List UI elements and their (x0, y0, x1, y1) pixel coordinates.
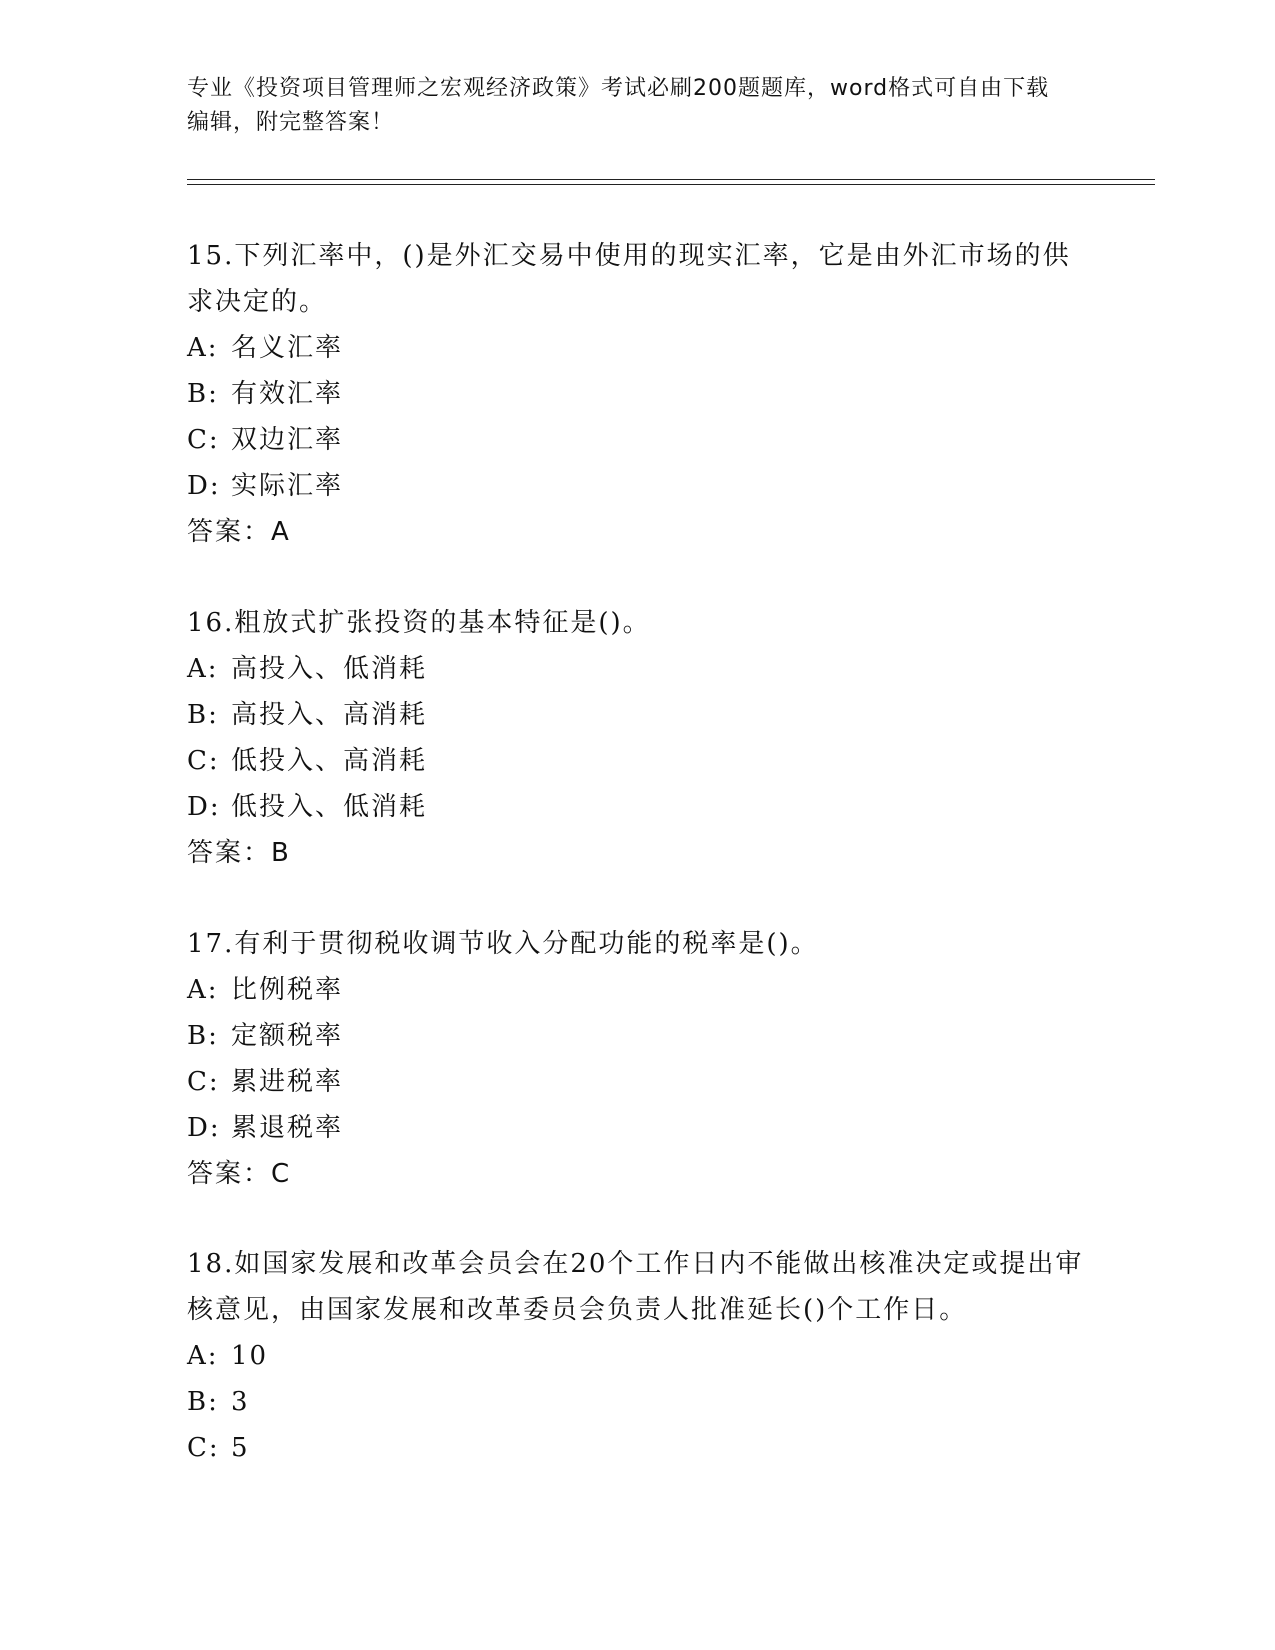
option-label: C: (187, 746, 220, 776)
option-text: 低投入、低消耗 (231, 792, 428, 822)
option-c (187, 1425, 1087, 1471)
option-text: 实际汇率 (231, 471, 344, 501)
option-text: 3 (231, 1387, 250, 1417)
question-16 (187, 600, 1087, 876)
option-label: B: (187, 700, 219, 730)
option-a (187, 325, 1087, 371)
option-label: D: (187, 792, 221, 822)
option-label: D: (187, 471, 221, 501)
option-label: B: (187, 1387, 219, 1417)
option-label: C: (187, 1067, 220, 1097)
option-d (187, 463, 1087, 509)
option-a (187, 1333, 1087, 1379)
option-label: D: (187, 1113, 221, 1143)
option-d (187, 1105, 1087, 1151)
option-text: 累进税率 (231, 1067, 344, 1097)
answer-line: 答案：A (187, 517, 291, 547)
option-text: 5 (231, 1433, 250, 1463)
option-b (187, 1013, 1087, 1059)
option-text: 名义汇率 (231, 333, 344, 363)
option-text: 比例税率 (231, 975, 344, 1005)
question-text: 18.如国家发展和改革会员会在20个工作日内不能做出核准决定或提出审核意见，由国家发展和改革委员会负责人批准延长()个工作日。 (187, 1249, 1084, 1325)
option-text: 低投入、高消耗 (231, 746, 428, 776)
document-header: 专业《投资项目管理师之宏观经济政策》考试必刷200题题库，word格式可自由下载编辑，附完整答案！ (187, 76, 1050, 135)
option-label: C: (187, 1433, 220, 1463)
option-label: A: (187, 1341, 219, 1371)
option-label: A: (187, 333, 219, 363)
answer-line: 答案：B (187, 838, 291, 868)
header-divider-top (187, 179, 1155, 180)
option-label: A: (187, 654, 219, 684)
question-text: 17.有利于贯彻税收调节收入分配功能的税率是()。 (187, 929, 819, 959)
option-text: 高投入、高消耗 (231, 700, 428, 730)
option-text: 定额税率 (231, 1021, 344, 1051)
option-label: C: (187, 425, 220, 455)
option-d (187, 784, 1087, 830)
question-18 (187, 1241, 1087, 1471)
option-text: 10 (231, 1341, 269, 1371)
question-text: 15.下列汇率中，()是外汇交易中使用的现实汇率，它是由外汇市场的供求决定的。 (187, 241, 1071, 317)
option-text: 有效汇率 (231, 379, 344, 409)
option-c (187, 1059, 1087, 1105)
answer-line: 答案：C (187, 1159, 292, 1189)
header-divider-bottom (187, 184, 1155, 185)
question-text: 16.粗放式扩张投资的基本特征是()。 (187, 608, 651, 638)
question-15 (187, 233, 1087, 555)
option-b (187, 692, 1087, 738)
option-c (187, 738, 1087, 784)
option-b (187, 371, 1087, 417)
option-label: B: (187, 1021, 219, 1051)
option-text: 高投入、低消耗 (231, 654, 428, 684)
option-b (187, 1379, 1087, 1425)
option-a (187, 646, 1087, 692)
option-label: B: (187, 379, 219, 409)
option-c (187, 417, 1087, 463)
question-17 (187, 921, 1087, 1197)
option-a (187, 967, 1087, 1013)
option-text: 累退税率 (231, 1113, 344, 1143)
option-label: A: (187, 975, 219, 1005)
option-text: 双边汇率 (231, 425, 344, 455)
